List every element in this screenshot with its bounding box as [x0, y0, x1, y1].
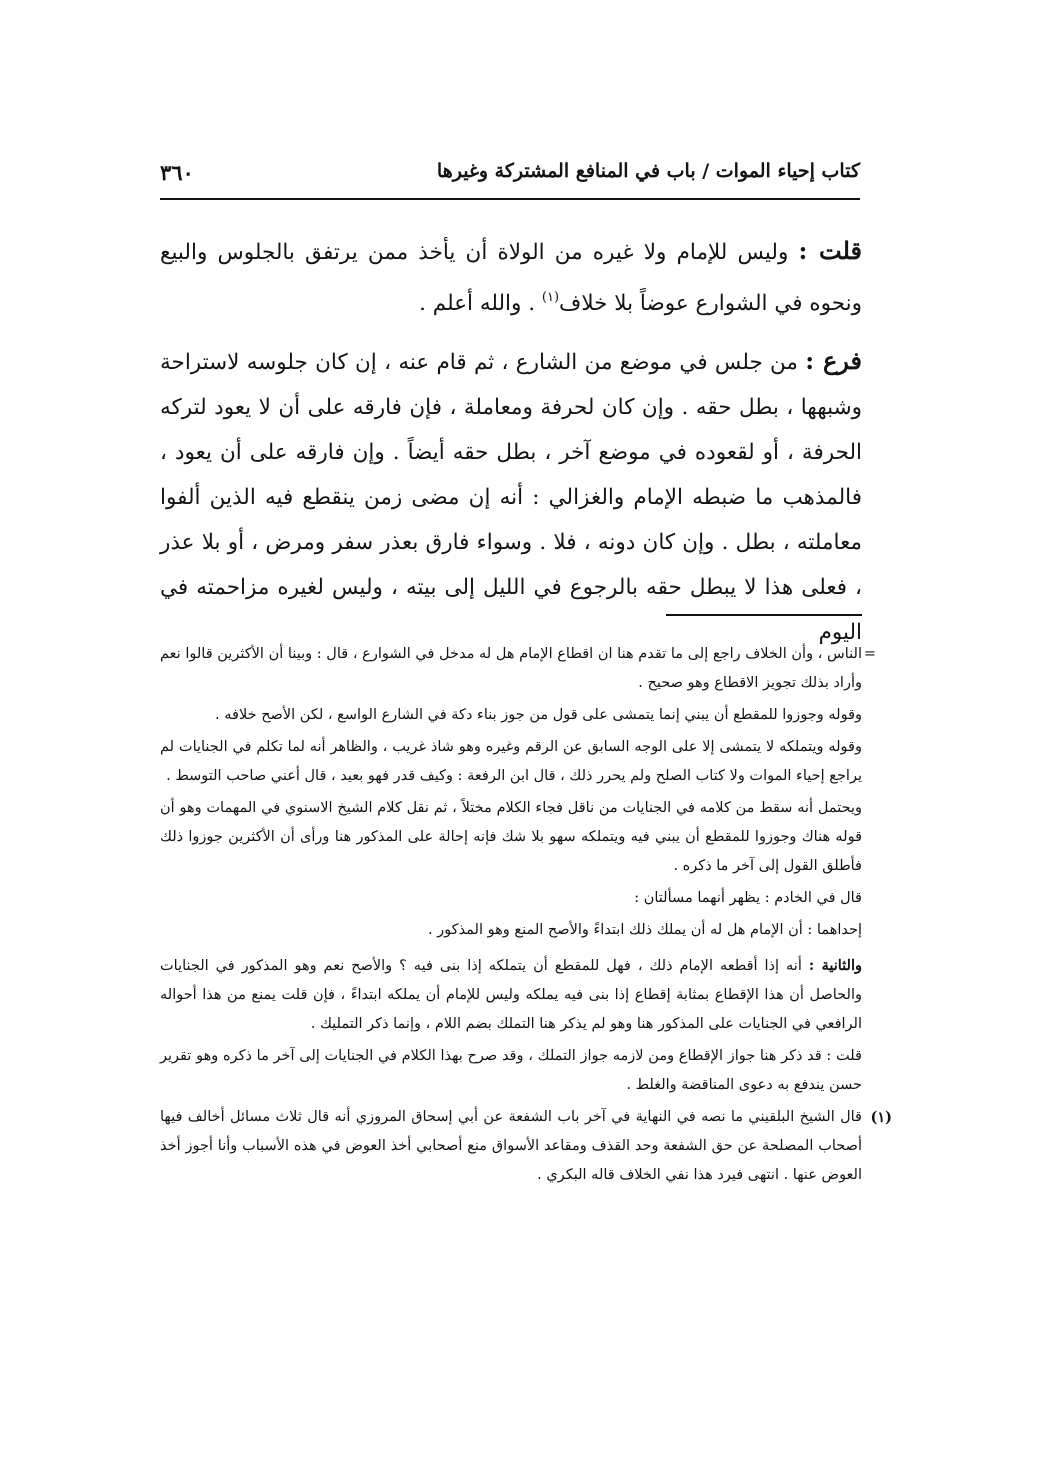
page-number: ٣٦٠	[160, 160, 194, 185]
running-title: كتاب إحياء الموات / باب في المنافع المشتركة وغيرها	[436, 160, 860, 182]
continuation-marker: =	[863, 646, 876, 662]
paragraph-text: من جلس في موضع من الشارع ، ثم قام عنه ، إن كان جلوسه لاستراحة وشبهها ، بطل حقه . وإن كان لحرفة ومعاملة ، فإن فارقه على أن لا يعود لتركه الحرفة ، أو لقعوده في موضع آخر ، بطل حقه أيضاً . وإن فارقه على أن يعود ، فالمذهب ما ضبطه الإمام والغزالي : أنه إن مضى زمن ينقطع فيه الذين ألفوا معاملته ، بطل . وإن كان دونه ، فلا . وسواء فارق بعذر سفر ومرض ، أو بلا عذر ، فعلى هذا لا يبطل حقه بالرجوع في الليل إلى بيته ، وليس لغيره مزاحمته في اليوم	[160, 350, 862, 645]
issue-lead: والثانية :	[808, 957, 863, 974]
footnote-reference[interactable]: (١)	[541, 290, 560, 305]
paragraph-text: وليس للإمام ولا غيره من الولاة أن يأخذ ممن يرتفق بالجلوس والبيع ونحوه في الشوارع عوضاً بلا خلاف	[160, 240, 862, 316]
footnote-number: (١)	[870, 1109, 892, 1126]
header-rule	[160, 198, 860, 200]
footnote-paragraph: إحداهما : أن الإمام هل له أن يملك ذلك ابتداءً والأصح المنع وهو المذكور .	[427, 922, 862, 938]
footnote-paragraph: وقوله وجوزوا للمقطع أن يبني إنما يتمشى على قول من جوز بناء دكة في الشارع الواسع ، لكن الأصح خلافه .	[215, 707, 862, 723]
paragraph-lead: قلت :	[798, 236, 862, 265]
footnote-paragraph: قلت : قد ذكر هنا جواز الإقطاع ومن لازمه جواز التملك ، وقد صرح بهذا الكلام في الجنايات إلى آخر ما ذكره وهو تقرير حسن يندفع به دعوى المناقضة والغلط .	[160, 1048, 862, 1093]
footnote-paragraph: وقوله ويتملكه لا يتمشى إلا على الوجه السابق عن الرقم وغيره وهو شاذ غريب ، والظاهر أنه لما تكلم في الجنايات لم يراجع إحياء الموات ولا كتاب الصلح ولم يحرر ذلك ، قال ابن الرفعة : وكيف قدر فهو بعيد ، قال أعني صاحب التوسط .	[160, 739, 862, 784]
running-header	[160, 160, 860, 190]
paragraph-lead: فرع :	[805, 346, 863, 375]
main-paragraph-1	[160, 228, 862, 326]
footnote-paragraph: ويحتمل أنه سقط من كلامه في الجنايات من ناقل فجاء الكلام مختلاً ، ثم نقل كلام الشيخ الاسنوي في المهمات وهو أن قوله هناك وجوزوا للمقطع أن يبني فيه ويتملكه سهو بلا شك فإنه إحالة على المذكور هنا ورأى أن الأكثرين جوزوا ذلك فأطلق القول إلى آخر ما ذكره .	[160, 800, 862, 874]
footnote-paragraph: = الناس ، وأن الخلاف راجع إلى ما تقدم هنا ان اقطاع الإمام هل له مدخل في الشوارع ، قال : وبينا أن الأكثرين قالوا نعم وأراد بذلك تجويز الاقطاع وهو صحيح .	[160, 640, 862, 698]
footnote-paragraph: والثانية : أنه إذا أقطعه الإمام ذلك ، فهل للمقطع أن يتملكه إذا بنى فيه ؟ والأصح نعم وهو المذكور في الجنايات والحاصل أن هذا الإقطاع بمثابة إقطاع إذا بنى فيه يملكه وليس للإمام أن يملكه ابتداءً ، فإن قلت يمنع من هذا أحواله الرافعي في الجنايات على المذكور هنا وهو لم يذكر هنا التملك بضم اللام ، وإنما ذكر التمليك .	[160, 957, 863, 1032]
footnote-1: (١) قال الشيخ البلقيني ما نصه في النهاية في آخر باب الشفعة عن أبي إسحاق المروزي أنه قال ثلاث مسائل أخالف فيها أصحاب المصلحة عن حق الشفعة وحد القذف ومقاعد الأسواق منع أصحابي أخذ العوض في هذه الأسباب وأنا أجوز أخذ العوض عنها . انتهى فيرد هذا نفي الخلاف قاله البكري .	[160, 1103, 862, 1190]
main-paragraph-2	[160, 338, 862, 655]
footnote-separator	[666, 614, 862, 616]
paragraph-tail: . والله أعلم .	[419, 291, 536, 316]
footnotes	[160, 640, 892, 1193]
footnote-paragraph: قال في الخادم : يظهر أنهما مسألتان :	[634, 890, 862, 906]
